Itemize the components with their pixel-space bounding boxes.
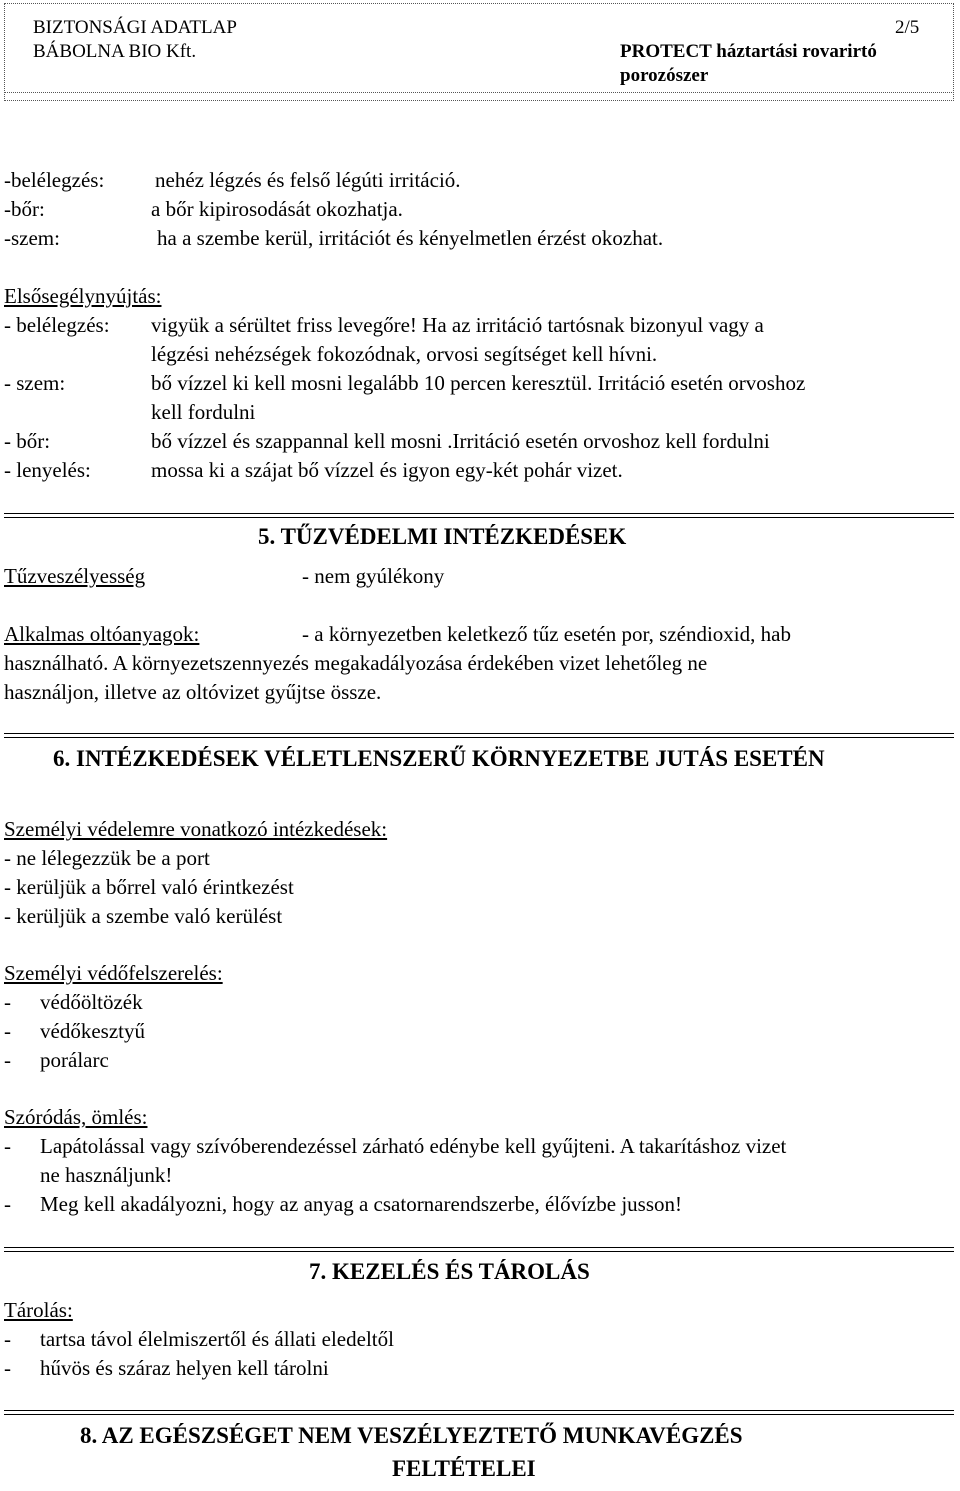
storage-item: tartsa távol élelmiszertől és állati eledeltől: [40, 1327, 394, 1351]
symptom-label: -belélegzés:: [4, 168, 105, 192]
spill-dash: -: [4, 1134, 11, 1158]
spill-title: Szóródás, ömlés:: [4, 1105, 148, 1129]
spill-item: ne használjunk!: [40, 1163, 173, 1187]
first-aid-text: bő vízzel ki kell mosni legalább 10 percen keresztül. Irritáció esetén orvoshoz: [151, 371, 806, 395]
extinguishing-text: használjon, illetve az oltóvizet gyűjtse össze.: [4, 680, 382, 704]
storage-title: Tárolás:: [4, 1298, 73, 1322]
header-divider: [4, 92, 954, 93]
symptom-text: a bőr kipirosodását okozhatja.: [151, 197, 403, 221]
section-rule: [4, 1410, 954, 1415]
first-aid-label: - bőr:: [4, 429, 51, 453]
extinguishing-text: használható. A környezetszennyezés megakadályozása érdekében vizet lehetőleg ne: [4, 651, 708, 675]
first-aid-label: - belélegzés:: [4, 313, 110, 337]
section-5-title: 5. TŰZVÉDELMI INTÉZKEDÉSEK: [258, 524, 627, 549]
storage-dash: -: [4, 1327, 11, 1351]
first-aid-title: Elsősegélynyújtás:: [4, 284, 162, 308]
extinguishing-text: - a környezetben keletkező tűz esetén por, széndioxid, hab: [302, 622, 791, 646]
first-aid-text: légzési nehézségek fokozódnak, orvosi segítséget kell hívni.: [151, 342, 658, 366]
first-aid-label: - szem:: [4, 371, 66, 395]
product-name-line2: porozószer: [620, 65, 709, 86]
first-aid-label: - lenyelés:: [4, 458, 91, 482]
spill-item: Meg kell akadályozni, hogy az anyag a csatornarendszerbe, élővízbe jusson!: [40, 1192, 682, 1216]
section-6-title: 6. INTÉZKEDÉSEK VÉLETLENSZERŰ KÖRNYEZETBE JUTÁS ESETÉN: [53, 746, 825, 771]
flammability-label: Tűzveszélyesség: [4, 564, 146, 588]
personal-measures-title: Személyi védelemre vonatkozó intézkedések:: [4, 817, 388, 841]
page-number: 2/5: [895, 17, 920, 38]
spill-item: Lapátolással vagy szívóberendezéssel zárható edénybe kell gyűjteni. A takarításhoz vizet: [40, 1134, 787, 1158]
doc-title: BIZTONSÁGI ADATLAP: [33, 17, 237, 38]
spill-dash: -: [4, 1192, 11, 1216]
first-aid-text: kell fordulni: [151, 400, 256, 424]
extinguishing-label: Alkalmas oltóanyagok:: [4, 622, 200, 646]
ppe-dash: -: [4, 1019, 11, 1043]
first-aid-text: mossa ki a szájat bő vízzel és igyon egy-két pohár vizet.: [151, 458, 623, 482]
first-aid-text: bő vízzel és szappannal kell mosni .Irritáció esetén orvoshoz kell fordulni: [151, 429, 770, 453]
symptom-label: -bőr:: [4, 197, 45, 221]
section-rule: [4, 1247, 954, 1252]
first-aid-text: vigyük a sérültet friss levegőre! Ha az irritáció tartósnak bizonyul vagy a: [151, 313, 764, 337]
ppe-dash: -: [4, 1048, 11, 1072]
ppe-item: védőöltözék: [40, 990, 143, 1014]
ppe-item: porálarc: [40, 1048, 109, 1072]
ppe-title: Személyi védőfelszerelés:: [4, 961, 223, 985]
section-8-title-line2: FELTÉTELEI: [392, 1456, 536, 1481]
personal-measure-item: - kerüljük a szembe való kerülést: [4, 904, 283, 928]
symptom-text: nehéz légzés és felső légúti irritáció.: [155, 168, 461, 192]
personal-measure-item: - ne lélegezzük be a port: [4, 846, 210, 870]
ppe-item: védőkesztyű: [40, 1019, 145, 1043]
company-name: BÁBOLNA BIO Kft.: [33, 41, 197, 62]
flammability-value: - nem gyúlékony: [302, 564, 445, 588]
storage-dash: -: [4, 1356, 11, 1380]
section-rule: [4, 733, 954, 738]
section-8-title-line1: 8. AZ EGÉSZSÉGET NEM VESZÉLYEZTETŐ MUNKAVÉGZÉS: [80, 1423, 743, 1448]
storage-item: hűvös és száraz helyen kell tárolni: [40, 1356, 329, 1380]
symptom-text: ha a szembe kerül, irritációt és kényelmetlen érzést okozhat.: [157, 226, 664, 250]
symptom-label: -szem:: [4, 226, 60, 250]
ppe-dash: -: [4, 990, 11, 1014]
personal-measure-item: - kerüljük a bőrrel való érintkezést: [4, 875, 294, 899]
product-name-line1: PROTECT háztartási rovarirtó: [620, 41, 877, 62]
section-rule: [4, 513, 954, 518]
section-7-title: 7. KEZELÉS ÉS TÁROLÁS: [309, 1259, 590, 1284]
